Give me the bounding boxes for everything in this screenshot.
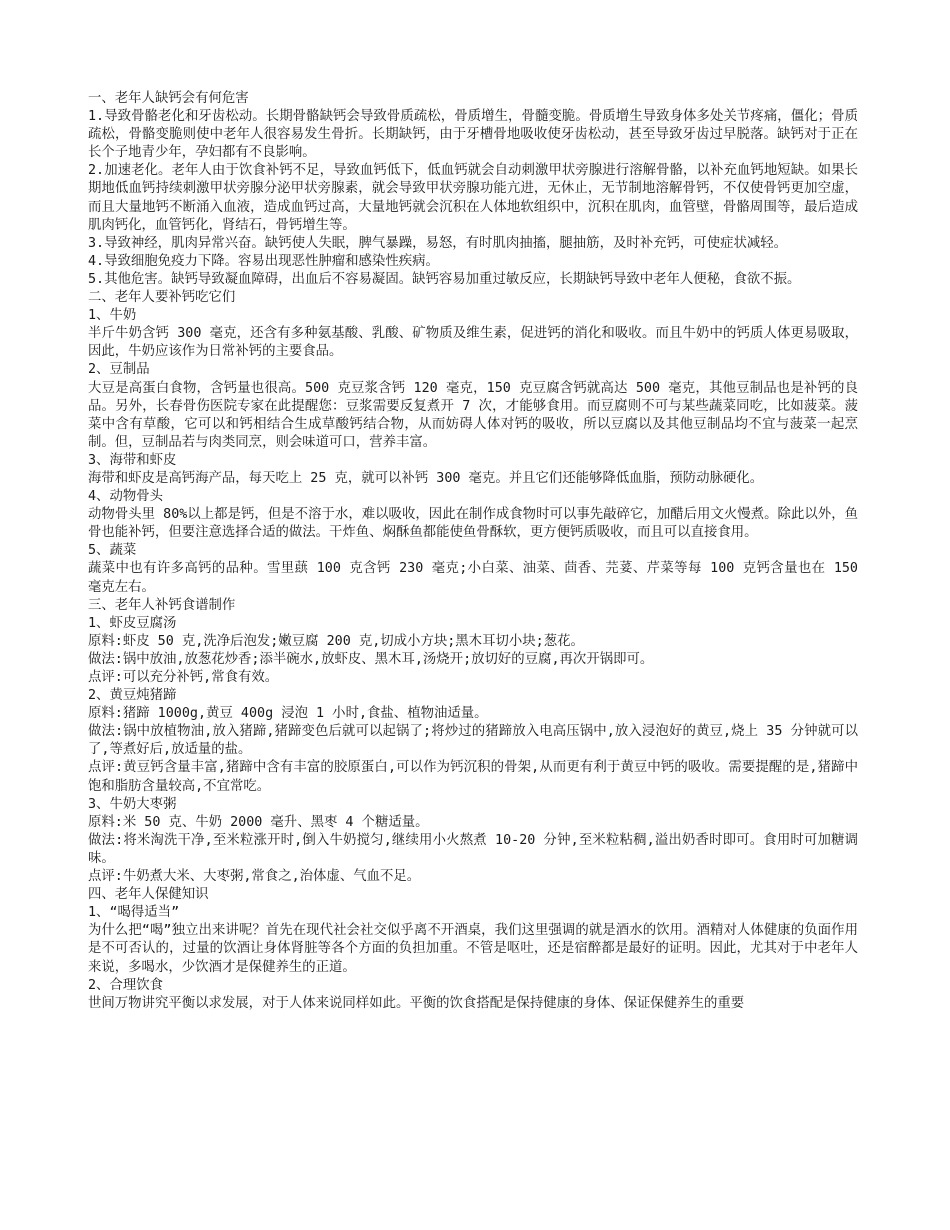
paragraph: 原料:虾皮 50 克,洗净后泡发;嫩豆腐 200 克,切成小方块;黑木耳切小块;葱花。 [88,633,584,649]
subheading: 1、虾皮豆腐汤 [88,615,177,631]
section-heading: 二、老年人要补钙吃它们 [88,290,236,306]
paragraph: 半斤牛奶含钙 300 毫克，还含有多种氨基酸、乳酸、矿物质及维生素，促进钙的消化和吸收。而且牛奶中的钙质人体更易吸取，因此，牛奶应该作为日常补钙的主要食品。 [88,326,858,360]
subheading: 3、牛奶大枣粥 [88,796,177,812]
paragraph: 做法:将米淘洗干净,至米粒涨开时,倒入牛奶搅匀,继续用小火熬煮 10-20 分钟,至米粒粘稠,溢出奶香时即可。食用时可加糖调味。 [88,832,858,866]
paragraph: 点评:可以充分补钙,常食有效。 [88,670,279,685]
subheading: 2、豆制品 [88,362,150,378]
paragraph: 世间万物讲究平衡以求发展，对于人体来说同样如此。平衡的饮食搭配是保持健康的身体、保证保健养生的重要 [88,995,745,1011]
subheading: 5、蔬菜 [88,543,137,559]
paragraph: 5.其他危害。缺钙导致凝血障碍，出血后不容易凝固。缺钙容易加重过敏反应，长期缺钙导致中老年人便秘，食欲不振。 [88,271,801,287]
document-body [88,90,858,1013]
paragraph: 大豆是高蛋白食物，含钙量也很高。500 克豆浆含钙 120 毫克，150 克豆腐含钙就高达 500 毫克，其他豆制品也是补钙的良品。另外，长春骨伤医院专家在此提醒您：豆浆需要反复煮开 7 次，才能够食用。而豆腐则不可与某些蔬菜同吃，比如菠菜。菠菜中含有草酸，它可以和钙相结合生成草酸钙结合物，从而妨碍人体对钙的吸收，所以豆腐以及其他豆制品均不宜与菠菜一起烹制。但，豆制品若与肉类同烹，则会味道可口，营养丰富。 [88,380,858,450]
paragraph: 蔬菜中也有许多高钙的品种。雪里蕻 100 克含钙 230 毫克;小白菜、油菜、茴香、芫荽、芹菜等每 100 克钙含量也在 150 毫克左右。 [88,561,858,595]
subheading: 2、黄豆炖猪蹄 [88,688,177,704]
paragraph: 点评:牛奶煮大米、大枣粥,常食之,治体虚、气血不足。 [88,869,421,885]
paragraph: 4.导致细胞免疫力下降。容易出现恶性肿瘤和感染性疾病。 [88,253,439,269]
paragraph: 海带和虾皮是高钙海产品，每天吃上 25 克，就可以补钙 300 毫克。并且它们还能够降低血脂，预防动脉硬化。 [88,470,764,486]
paragraph: 1.导致骨骼老化和牙齿松动。长期骨骼缺钙会导致骨质疏松，骨质增生，骨髓变脆。骨质增生导致身体多处关节疼痛，僵化；骨质疏松，骨骼变脆则使中老年人很容易发生骨折。长期缺钙，由于牙槽骨地吸收使牙齿松动，甚至导致牙齿过早脱落。缺钙对于正在长个子地青少年，孕妇都有不良影响。 [88,109,858,161]
paragraph: 2.加速老化。老年人由于饮食补钙不足，导致血钙低下，低血钙就会自动刺激甲状旁腺进行溶解骨骼，以补充血钙地短缺。如果长期地低血钙持续刺激甲状旁腺分泌甲状旁腺素，就会导致甲状旁腺功能亢进，无休止，无节制地溶解骨钙，不仅使骨钙更加空虚，而且大量地钙不断涌入血液，造成血钙过高，大量地钙就会沉积在人体地软组织中，沉积在肌肉，血管壁，骨骼周围等，最后造成肌肉钙化，血管钙化，肾结石，骨钙增生等。 [88,163,858,233]
subheading: 4、动物骨头 [88,489,164,505]
paragraph: 原料:猪蹄 1000g,黄豆 400g 浸泡 1 小时,食盐、植物油适量。 [88,706,488,722]
paragraph: 原料:米 50 克、牛奶 2000 毫升、黑枣 4 个糖适量。 [88,814,429,830]
paragraph: 为什么把“喝”独立出来讲呢？首先在现代社会社交似乎离不开酒桌，我们这里强调的就是酒水的饮用。酒精对人体健康的负面作用是不可否认的，过量的饮酒让身体肾脏等各个方面的负担加重。不管是呕吐，还是宿醉都是最好的证明。因此，尤其对于中老年人来说，多喝水，少饮酒才是保健养生的正道。 [88,923,858,975]
paragraph: 3.导致神经，肌肉异常兴奋。缺钙使人失眠，脾气暴躁，易怒，有时肌肉抽搐，腿抽筋，及时补充钙，可使症状减轻。 [88,235,788,251]
paragraph: 做法:锅中放植物油,放入猪蹄,猪蹄变色后就可以起锅了;将炒过的猪蹄放入电高压锅中,放入浸泡好的黄豆,烧上 35 分钟就可以了,等煮好后,放适量的盐。 [88,724,858,758]
paragraph: 动物骨头里 80%以上都是钙，但是不溶于水，难以吸收，因此在制作成食物时可以事先敲碎它，加醋后用文火慢煮。除此以外，鱼骨也能补钙，但要注意选择合适的做法。干炸鱼、焖酥鱼都能使鱼骨酥软，更方便钙质吸收，而且可以直接食用。 [88,507,858,541]
section-heading: 一、老年人缺钙会有何危害 [88,91,249,106]
subheading: 1、“喝得适当” [88,905,180,921]
section-heading: 三、老年人补钙食谱制作 [88,597,236,613]
section-heading: 四、老年人保健知识 [88,887,209,903]
paragraph: 点评:黄豆钙含量丰富,猪蹄中含有丰富的胶原蛋白,可以作为钙沉积的骨架,从而更有利于黄豆中钙的吸收。需要提醒的是,猪蹄中饱和脂肪含量较高,不宜常吃。 [88,760,858,794]
subheading: 1、牛奶 [88,308,137,324]
paragraph: 做法:锅中放油,放葱花炒香;添半碗水,放虾皮、黑木耳,汤烧开;放切好的豆腐,再次开锅即可。 [88,651,654,667]
subheading: 2、合理饮食 [88,977,164,993]
subheading: 3、海带和虾皮 [88,452,177,468]
